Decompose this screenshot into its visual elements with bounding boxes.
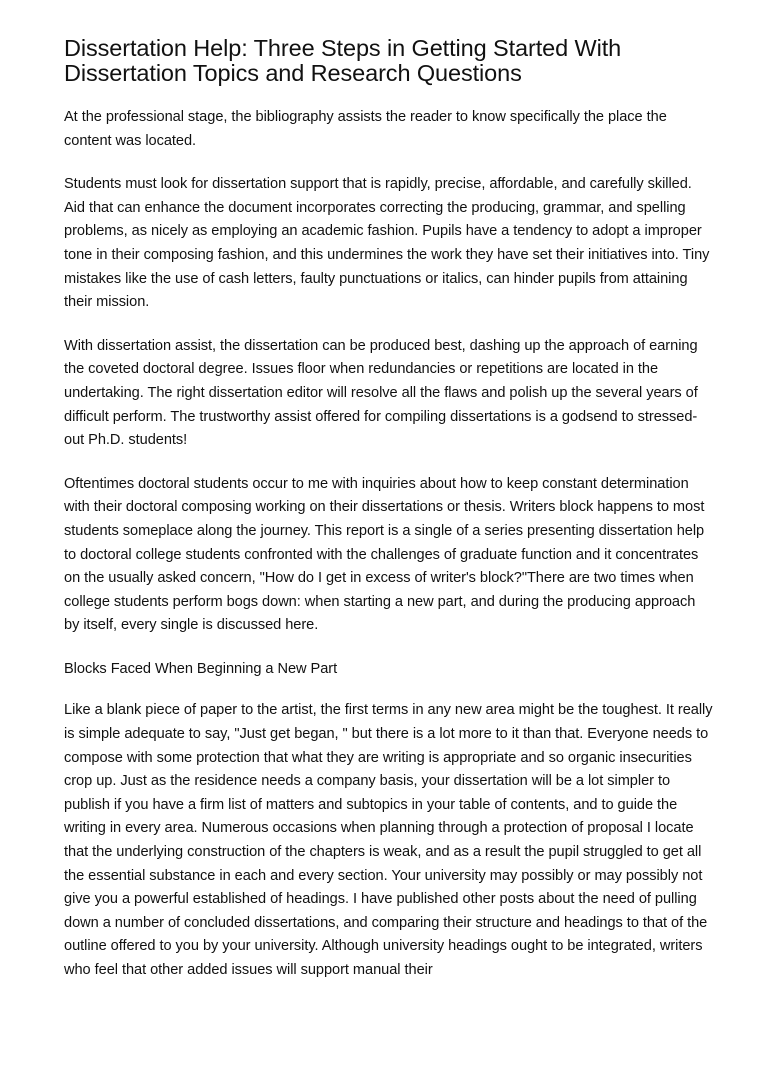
paragraph-support: Students must look for dissertation support that is rapidly, precise, affordable, and carefully skilled. Aid that can enhance the document incorporates correcting the producing, grammar, and spelling problems, as nicely as employing an academic fashion. Pupils have a tendency to adopt a improper tone in their composing fashion, and this undermines the work they have set their initiatives into. Tiny mistakes like the use of cash letters, faulty punctuations or italics, can hinder pupils from attaining their mission. bbox=[64, 176, 710, 311]
document-page bbox=[64, 36, 714, 1003]
paragraph-writers-block: Oftentimes doctoral students occur to me with inquiries about how to keep constant determination with their doctoral composing working on their dissertations or thesis. Writers block happens to most students someplace along the journey. This report is a single of a series presenting dissertation help to doctoral college students confronted with the challenges of graduate function and it concentrates on the usually asked concern, "How do I get in excess of writer's block?"There are two times when college students perform bogs down: when starting a new part, and during the producing approach by itself, every single is discussed here. bbox=[64, 475, 705, 634]
section-heading-new-part: Blocks Faced When Beginning a New Part bbox=[64, 660, 338, 677]
document-title: Dissertation Help: Three Steps in Getting Started With Dissertation Topics and Research Questions bbox=[64, 35, 622, 86]
paragraph-blank-page: Like a blank piece of paper to the artist, the first terms in any new area might be the toughest. It really is simple adequate to say, "Just get began, " but there is a lot more to it than that. Everyone needs to compose with some protection that what they are writing is appropriate and so organic insecurities crop up. Just as the residence needs a company basis, your dissertation will be a lot simpler to publish if you have a firm list of matters and subtopics in your table of contents, and to guide the writing in every area. Numerous occasions when planning through a protection of proposal I locate that the underlying construction of the chapters is weak, and as a result the pupil struggled to get all the essential substance in each and every section. Your university may possibly or may possibly not give you a powerful established of headings. I have published other posts about the need of pulling down a number of concluded dissertations, and comparing their structure and headings to that of the outline offered to you by your university. Although university headings ought to be integrated, writers who feel that other added issues will support manual their bbox=[64, 702, 713, 978]
paragraph-bibliography: At the professional stage, the bibliography assists the reader to know specifically the place the content was located. bbox=[64, 109, 667, 149]
document-body bbox=[64, 106, 714, 983]
paragraph-dissertation-assist: With dissertation assist, the dissertation can be produced best, dashing up the approach of earning the coveted doctoral degree. Issues floor when redundancies or repetitions are located in the undertaking. The right dissertation editor will resolve all the flaws and polish up the several years of difficult perform. The trustworthy assist offered for compiling dissertations is a godsend to stressed-out Ph.D. students! bbox=[64, 337, 698, 449]
